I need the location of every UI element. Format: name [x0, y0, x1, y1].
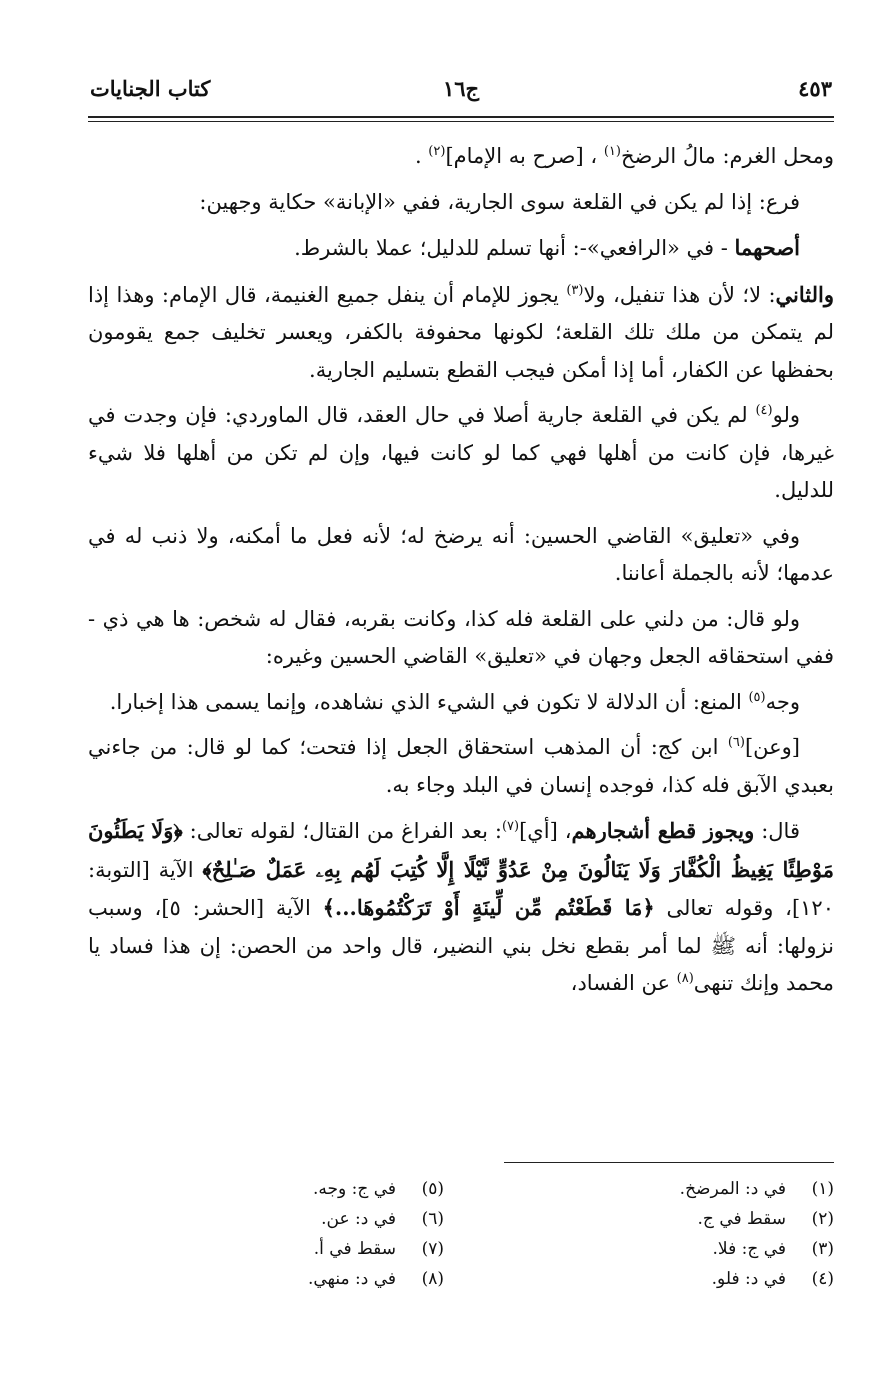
footnote-item — [504, 1264, 834, 1294]
footnote-text: في د: منهي. — [307, 1269, 396, 1289]
footnote-number: (٦) — [421, 1209, 444, 1229]
book-title: كتاب الجنايات — [90, 76, 211, 101]
footnote-text: في د: المرضخ. — [679, 1179, 786, 1199]
footnote-item — [504, 1204, 834, 1234]
footnote-number: (٢) — [811, 1209, 834, 1229]
footnote-marker: (٢) — [428, 144, 446, 159]
text-run: وجه — [765, 689, 800, 714]
paragraph — [88, 812, 834, 1003]
text-run: : بعد الفراغ من القتال؛ لقوله تعالى: — [182, 819, 502, 843]
paragraph — [88, 184, 834, 222]
footnote-text: في ج: فلا. — [712, 1239, 786, 1259]
quran-verse: ﴿مَا قَطَعْتُم مِّن لِّينَةٍ أَوْ تَرَكْتُمُوهَا...﴾ — [322, 895, 655, 920]
footnote-number: (٨) — [421, 1269, 444, 1289]
paragraph — [88, 276, 834, 390]
footnote-item — [504, 1234, 834, 1264]
footnote-item — [114, 1264, 444, 1294]
footnote-text: في ج: وجه. — [312, 1179, 396, 1199]
footnote-item — [114, 1174, 444, 1204]
footnote-column-left — [114, 1174, 444, 1294]
footnote-marker: (٣) — [566, 282, 584, 298]
footnote-marker: (٧) — [501, 819, 520, 834]
paragraph — [88, 729, 834, 804]
text-run: : لا؛ لأن هذا تنفيل، ولا — [583, 282, 776, 307]
text-run: ، [صرح به الإمام] — [445, 144, 604, 168]
paragraph — [88, 601, 834, 676]
paragraph — [88, 518, 834, 593]
text-run: ابن كج: أن المذهب استحقاق الجعل إذا فتحت؛ كما لو قال: من جاءني بعبدي الآبق فله كذا، فوجده إنسان في البلد وجاء به. — [88, 735, 834, 797]
footnote-item — [504, 1174, 834, 1204]
text-run: قال: — [754, 819, 800, 843]
footnote-marker: (٦) — [727, 735, 745, 750]
footnote-text: في د: عن. — [321, 1209, 396, 1229]
text-run: عن الفساد، — [570, 971, 677, 995]
text-run: . — [414, 144, 429, 168]
book-page — [88, 66, 834, 1011]
text-run: ولو — [772, 403, 800, 427]
page-number: ٤٥٣ — [798, 76, 832, 101]
footnote-text: في د: فلو. — [711, 1269, 786, 1289]
footnote-number: (٣) — [811, 1239, 834, 1259]
footnote-text: سقط في ج. — [697, 1209, 786, 1229]
footnote-column-right — [504, 1174, 834, 1294]
running-header — [88, 66, 834, 118]
text-run: [وعن] — [744, 735, 800, 759]
text-run: ولو قال: من دلني على القلعة فله كذا، وكانت بقربه، فقال له شخص: ها هي ذي - ففي استحقاقه الجعل وجهان في «تعليق» القاضي الحسين وغيره: — [88, 606, 834, 668]
footnote-number: (٤) — [811, 1269, 834, 1289]
text-run: الآية [الحشر: ٥]، وسبب نزولها: أنه ﷺ لما أمر بقطع نخل بني النضير، قال واحد من الحصن: إن هذا فساد يا محمد وإنك تنهى — [88, 896, 834, 995]
footnote-marker: (٥) — [748, 689, 766, 705]
paragraph — [88, 397, 834, 510]
text-run: ومحل الغرم: مالُ الرضخ — [620, 144, 834, 168]
footnote-marker: (٤) — [755, 403, 773, 418]
footnote-item — [114, 1234, 444, 1264]
footnote-item — [114, 1204, 444, 1234]
paragraph — [88, 229, 834, 268]
text-run: فرع: إذا لم يكن في القلعة سوى الجارية، ففي «الإبانة» حكاية وجهين: — [199, 189, 800, 214]
footnote-text: سقط في أ. — [313, 1239, 396, 1259]
text-run: وفي «تعليق» القاضي الحسين: أنه يرضخ له؛ لأنه فعل ما أمكنه، ولا ذنب له في عدمها؛ لأنه بالجملة أعاننا. — [88, 523, 834, 585]
text-run: يجوز للإمام أن ينفل جميع الغنيمة، قال الإمام: وهذا إذا لم يتمكن من ملك تلك القلعة؛ لكونها محفوفة بالكفر، ويعسر تخليف جمع يقومون بحفظها عن الكفار، أما إذا أمكن فيجب القطع بتسليم الجارية. — [88, 282, 834, 382]
footnote-marker: (٨) — [676, 971, 694, 986]
footnote-number: (٥) — [421, 1179, 444, 1199]
bold-term: أصحهما — [734, 235, 800, 260]
text-run: ، [أي] — [519, 819, 572, 843]
paragraph — [88, 684, 834, 722]
text-run: لم يكن في القلعة جارية أصلا في حال العقد، قال الماوردي: فإن وجدت في غيرها، فإن كانت من أهلها فهي كما لو كانت فيها، وإن لم تكن من أهلها فلا شيء للدليل. — [88, 403, 834, 502]
bold-term: والثاني — [775, 281, 835, 307]
footnote-separator — [504, 1162, 834, 1163]
paragraph — [88, 138, 834, 176]
main-text — [88, 138, 834, 1003]
volume-label: ج١٦ — [442, 76, 480, 101]
bold-term: ويجوز قطع أشجارهم — [571, 818, 755, 843]
footnote-number: (١) — [811, 1179, 834, 1199]
text-run: المنع: أن الدلالة لا تكون في الشيء الذي نشاهده، وإنما يسمى هذا إخبارا. — [109, 689, 749, 714]
text-run: الآية [التوبة: ١٢٠]، وقوله تعالى — [88, 857, 834, 920]
footnote-number: (٧) — [421, 1239, 444, 1259]
quran-verse: ﴿وَلَا يَطَئُونَ مَوْطِئًا يَغِيظُ الْكُفَّارَ وَلَا يَنَالُونَ مِنْ عَدُوٍّ نَّيْلًا إِلَّا كُتِبَ لَهُم بِهِۦ عَمَلٌ صَـٰلِحٌ﴾ — [88, 818, 834, 882]
text-run: - في «الرافعي»-: أنها تسلم للدليل؛ عملا بالشرط. — [294, 236, 735, 260]
footnote-marker: (١) — [603, 144, 621, 159]
